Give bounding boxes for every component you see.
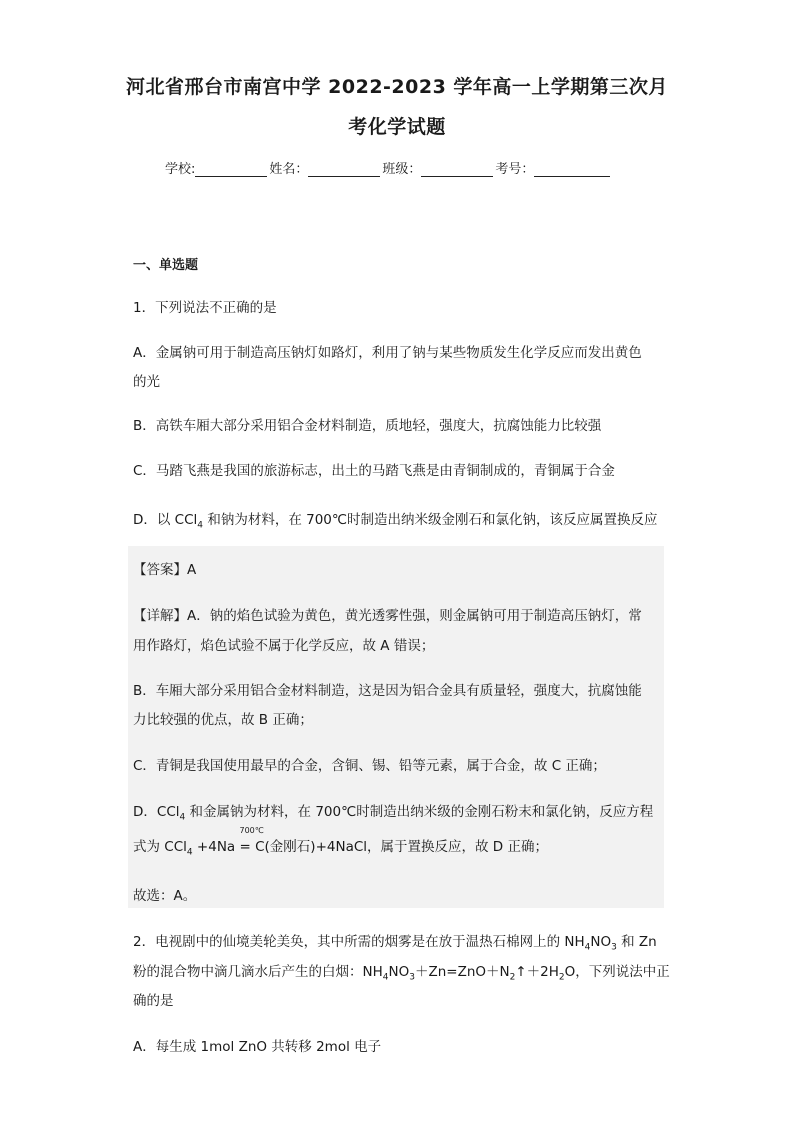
question-1-option-c: C．马踏飞燕是我国的旅游标志，出土的马踏飞燕是由青铜制成的，青铜属于合金 (133, 463, 615, 479)
student-info-row (165, 158, 612, 177)
explanation-b-line2: 力比较强的优点，故 B 正确； (133, 712, 313, 728)
document-title-line1: 河北省邢台市南宫中学 2022-2023 学年高一上学期第三次月 (126, 76, 668, 98)
class-blank (421, 162, 493, 177)
answer-choice: 故选：A。 (133, 888, 197, 904)
exam-number-blank (534, 162, 610, 177)
school-blank (195, 162, 267, 177)
question-1-option-d: D．以 CCl$_4$ 和钠为材料，在 700℃时制造出纳米级金刚石和氯化钠，该反应属置换反应 (133, 512, 658, 531)
name-blank (308, 162, 380, 177)
question-2-line1: 2．电视剧中的仙境美轮美奂，其中所需的烟雾是在放于温热石棉网上的 $NH_4NO_3$ 和 Zn (133, 934, 657, 953)
question-2-option-a: A．每生成 1mol ZnO 共转移 2mol 电子 (133, 1039, 382, 1055)
explanation-d-line1: D．CCl$_4$ 和金属钠为材料，在 700℃时制造出纳米级的金刚石粉末和氯化钠，反应方程 (133, 804, 654, 823)
question-1-stem: 1．下列说法不正确的是 (133, 300, 277, 316)
question-1-option-a-line2: 的光 (133, 374, 160, 390)
name-label: 姓名： (269, 162, 309, 177)
question-2-line3: 确的是 (133, 993, 174, 1009)
section-heading: 一、单选题 (133, 258, 199, 273)
reaction-condition: 700℃ = (239, 826, 264, 855)
explanation-a-line1: 【详解】A．钠的焰色试验为黄色，黄光透雾性强，则金属钠可用于制造高压钠灯，常 (133, 608, 642, 624)
document-title-line2: 考化学试题 (348, 116, 446, 138)
exam-number-label: 考号： (495, 162, 535, 177)
explanation-c: C．青铜是我国使用最早的合金，含铜、锡、铅等元素，属于合金，故 C 正确； (133, 758, 606, 774)
explanation-d-equation: 式为 CCl$_4$ +4Na 700℃ = C(金刚石)+4NaCl，属于置换反应，故 D 正确； (133, 826, 548, 858)
explanation-a-line2: 用作路灯，焰色试验不属于化学反应，故 A 错误； (133, 638, 435, 654)
question-1-option-a-line1: A．金属钠可用于制造高压钠灯如路灯，利用了钠与某些物质发生化学反应而发出黄色 (133, 345, 642, 361)
question-2-line2: 粉的混合物中滴几滴水后产生的白烟：$NH_4NO_3+Zn=ZnO+N_2↑+2H_2O$，下列说法中正 (133, 964, 670, 983)
explanation-b-line1: B．车厢大部分采用铝合金材料制造，这是因为铝合金具有质量轻，强度大，抗腐蚀能 (133, 683, 642, 699)
class-label: 班级： (382, 162, 422, 177)
question-1-option-b: B．高铁车厢大部分采用铝合金材料制造，质地轻，强度大，抗腐蚀能力比较强 (133, 418, 602, 434)
answer-label: 【答案】A (133, 562, 197, 578)
school-label: 学校: (165, 162, 196, 177)
